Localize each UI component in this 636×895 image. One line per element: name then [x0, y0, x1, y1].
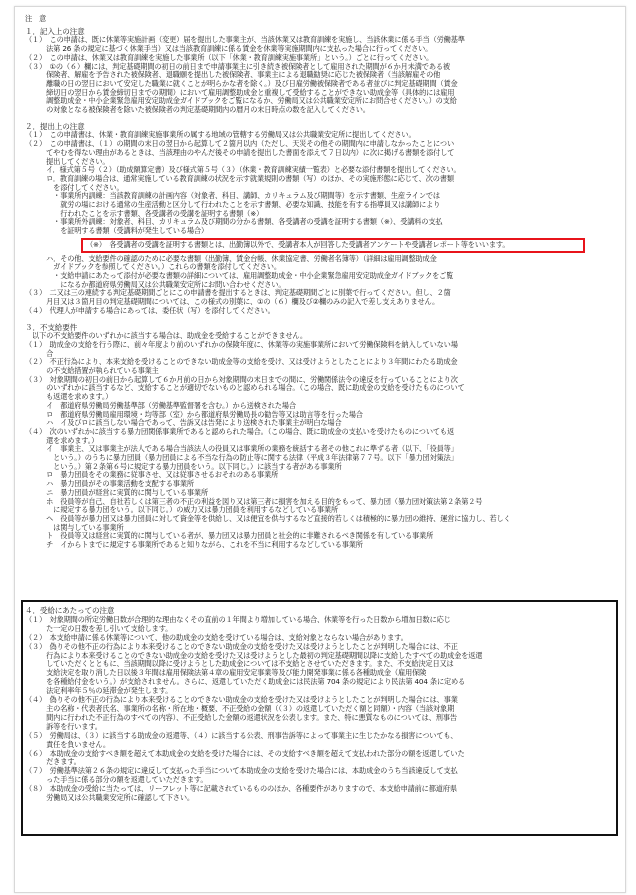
text-line: ・事業所内訓練：当該教育訓練の計画内容（対象者、科目、講師、カリキュラム及び期間等）を示す書類、生産ラインでは [25, 191, 440, 201]
text-line: （６） 本助成金の支給すべき額を超えて本助成金の支給を受けた場合には、その支給すべき額を超えて支払われた部分の額を返還していた [25, 748, 465, 758]
text-line: 提出してください。 [25, 156, 110, 166]
highlighted-notice-box [81, 238, 585, 253]
text-line: という。）のうちに暴力団員（暴力団員による不当な行為の防止等に関する法律（平成３年法律第７７号。以下「暴力団対策法」 [25, 453, 458, 463]
text-line: していただくとともに、当該期間以降に受けようとした助成金については不支給とさせていただきます。また、不支給決定日又は [25, 659, 454, 669]
text-line: （２） 本支給申請に係る休業等について、他の助成金の支給を受けている場合は、支給対象とならない場合があります。 [25, 632, 408, 642]
text-line: （３） 二又は三の連続する判定基礎期間ごとにこの申請書を提出するときは、判定基礎期間ごとに別葉で行ってください。但し、２箇 [25, 288, 451, 298]
text-line: の対象となる被保険者を除いた被保険者の判定基礎期間内の暦月の末日時点の数を記入してください。 [25, 105, 370, 115]
text-line: 合 [25, 348, 54, 358]
text-line: 訴等を行います。 [25, 721, 102, 731]
text-line: という。）第２条第６号に規定する暴力団員をいう。以下同じ。）に該当する者がある事業所 [25, 461, 342, 471]
text-line: ロ 暴力団員をその業務に従事させ、又は従事させるおそれのある事業所 [25, 470, 279, 480]
text-line: を証明する書類（受講料が発生している場合） [25, 226, 208, 236]
text-line: イ．様式第５号（２）（助成額算定書）及び様式第５号（３）（休業・教育訓練実績一覧表）と必要な添付書類を提出してください。 [25, 165, 461, 175]
text-line: 支給決定を取り消した日以後３年間は雇用保険法第４章の雇用安定事業等及び能力開発事業に係る各種助成金（雇用保険 [25, 668, 427, 678]
text-line: （３） 偽りその他不正の行為により本来受けることのできない助成金の支給を受けた又は受けようとしたことが判明した場合には、不正 [25, 641, 458, 651]
text-line: ガイドブックを参照してください。）これらの書類を添付してください。 [25, 262, 281, 272]
section-1-text [25, 36, 615, 114]
section-3-text [25, 332, 615, 550]
text-line: （４） 代理人が申請する場合にあっては、委任状（写）を添付してください。 [25, 305, 275, 315]
section-3-heading: ３．不支給要件 [25, 322, 78, 332]
text-line: は関与している事業所 [25, 522, 124, 532]
text-line: のいずれかに該当するなど、支給することが適切でないものと認められる場合。（この場合、既に助成金の支給を受けたものについて [25, 383, 465, 393]
text-line: ホ 役員等が自己、自社若しくは第三者の不正の利益を図り又は第三者に損害を加える目的をもって、暴力団（暴力団対策法第２条第２号 [25, 496, 483, 506]
text-line: 法定利率年５％の延滞金が発生します。 [25, 686, 173, 696]
text-line: （５） 労働局は、（３）に該当する助成金の返還等、（４）に該当する公表、刑事告訴等によって事業主に生じたかなる損害についても、 [25, 730, 458, 740]
text-line: ハ 暴力団員がその事業活動を支配する事業所 [25, 479, 194, 489]
text-line: 以下の不支給要件のいずれかに該当する場合は、助成金を受給することができません。 [25, 331, 307, 341]
text-line: になるか都道府県労働局又は公共職業安定所にお問い合わせください。 [25, 279, 286, 289]
text-line: ト 役員等又は経営に実質的に関与している者が、暴力団又は暴力団員と社会的に非難されるべき関係を有している事業所 [25, 531, 434, 541]
section-2-text [25, 131, 615, 315]
text-line: （１） 助成金の支給を行う際に、前々年度より前のいずれかの保険年度に、休業等の実施事業所において労働保険料を納入していない場 [25, 339, 458, 349]
text-line: イ 都道府県労働局労働基準部（労働基準監督署を含む。）から送検された場合 [25, 400, 296, 410]
text-line: （２） この申請書は、（１）の期間の末日の翌日から起算して２箇月以内（ただし、天災その他その期間内に申請しなかったことについ [25, 139, 454, 149]
text-line: だきます。 [25, 757, 81, 767]
text-line: 月目又は３箇月目の判定基礎期間については、この様式の別葉に、①の（６）欄及び②欄のみの記入で差し支えありません。 [25, 297, 440, 307]
text-line: 離職の日の翌日において安定した職業に就くことが明らかな者を除く。）及び日雇労働被保険者である者並びに判定基礎期間（賃金 [25, 78, 458, 88]
text-line: （７） 労働基準法第２６条の規定に違反して支払った手当について本助成金の支給を受けた場合には、本助成金のうち当該違反して支払 [25, 766, 458, 776]
text-line: （３） 対象期間の初日の前日から起算して６か月前の日から対象期間の末日までの間に、労働関係法令の違反を行っていることにより次 [25, 374, 458, 384]
text-line: （１） この申請書は、休業・教育訓練実施事業所の属する地域の管轄する労働局又は公共職業安定所に提出してください。 [25, 130, 416, 140]
text-line: ロ．教育訓練の場合は、通常実施している教育訓練の状況を示す就業規則の書類（写）のほか、その実施形態に応じて、次の書類 [25, 173, 454, 183]
text-line: 責任を負いません。 [25, 739, 110, 749]
section-4-text [25, 607, 611, 803]
text-line: の不支給措置が執られている事業主 [25, 366, 159, 376]
text-line: （１） この申請は、既に休業等実施計画（変更）届を提出した事業主が、当該休業又は教育訓練を実施し、当該休業に係る手当（労働基準 [25, 35, 465, 45]
text-line: 就労の場における通常の生産活動と区分して行われたことを示す書類、必要な知識、技能を有する指導員又は講師により [25, 200, 441, 210]
text-line: 法第 26 条の規定に基づく休業手当）又は当該教育訓練に係る賃金を休業等実施期間内に支払った場合に行ってください。 [25, 44, 433, 54]
section-4-heading: ４．受給にあたっての注意 [25, 606, 115, 615]
section-1-heading: １．記入上の注意 [25, 26, 85, 36]
text-line: 締切日の翌日から賃金締切日までの期間）において雇用調整助成金と重複して受給することができない助成金等（具体的には雇用 [25, 87, 455, 97]
text-line: ニ 暴力団員が経営に実質的に関与している事業所 [25, 487, 208, 497]
text-line: （２） 不正行為により、本来支給を受けることのできない助成金等の支給を受け、又は受けようとしたことにより３年間にわたる助成金 [25, 357, 458, 367]
text-line: 労働局又は公共職業安定所に確認して下さい。 [25, 793, 194, 803]
text-line: を添付してください。 [25, 182, 124, 192]
text-line: に規定する暴力団をいう。以下同じ。）の威力又は暴力団員を利用するなどしている事業所 [25, 505, 339, 515]
text-line: （３） ①の（６）欄には、判定基礎期間の初日の前日まで申請事業主に引き続き被保険者として雇用された期間が６か月未満である被 [25, 61, 450, 71]
text-line: も返還を求めます。） [25, 392, 113, 402]
section-2-heading: ２．提出上の注意 [25, 121, 85, 131]
text-line: を各種給付金をいう。）が支給されません。さらに、返還していただく助成金には民法第 704 条の規定により民法第 404 条に定める [25, 677, 466, 687]
text-line: てやむを得ない理由があるときは、当該理由のやんだ後その申請を提出した書面を添えて７日以内）に次に掲げる書類を添付して [25, 147, 455, 157]
text-line: った手当に係る部分の額を返還していただきます。 [25, 775, 208, 785]
text-line: 還を求めます。） [25, 435, 99, 445]
text-line: ・事業所外訓練：対象者、科目、カリキュラム及び期間の分かる書類、各受講者の受講を証明する書類（※）、受講料の支払 [25, 217, 443, 227]
text-line: （１） 対象期間の所定労働日数が合理的な理由なくその直前の１年間より増加している場合、休業等を行った日数から増加日数に応じ [25, 614, 451, 624]
text-line: 行われたことを示す書類、各受講者の受講を証明する書類（※） [25, 208, 264, 218]
text-line: ヘ 役員等が暴力団又は暴力団員に対して資金等を供給し、又は便宜を供与するなど直接的若しくは積極的に暴力団の維持、運営に協力し、若しく [25, 513, 511, 523]
text-line: ハ イ及びロに該当しない場合であって、告訴又は告発により送検された事業主が明白な場合 [25, 418, 342, 428]
text-line: （４） 次のいずれかに該当する暴力団関係事業所であると認められた場合。（この場合、既に助成金の支払いを受けたものについても返 [25, 426, 454, 436]
text-line: 保険者、解雇を予告された被保険者、退職願を提出した被保険者、事業主による退職勧奨に応じた被保険者（当該解雇その他 [25, 70, 441, 80]
notes-body [25, 15, 615, 550]
text-line: ハ．その他、支給要件の確認のために必要な書類（出勤簿、賃金台帳、休業協定書、労働者名簿等）（詳細は雇用調整助成金 [25, 253, 437, 263]
text-line: （８） 本助成金の受給に当たっては、リーフレット等に記載されているもののほか、各種要件がありますので、本支給申請前に都道府県 [25, 784, 457, 794]
text-line: た一定の日数を差し引いて支給します。 [25, 623, 173, 633]
text-line: ・支給申請にあたって添付が必要な書類の詳細については、雇用調整助成金・中小企業緊急雇用安定助成金ガイドブックをご覧 [25, 270, 454, 280]
document-page [14, 6, 626, 893]
text-line: 主の名称・代表者氏名、事業所の名称・所在地・概要、不正受給の金額（（３）の返還していただく額と同額）・内容（当該対象期 [25, 703, 455, 713]
page-title: 注 意 [25, 14, 47, 23]
text-line: 行為により本来受けることのできない助成金の支給を受けた又は受けようとした最初の判定基礎期間以降に支給したすべての助成金を返還 [25, 650, 483, 660]
text-line: （４） 偽りその他不正の行為により本来受けることのできない助成金の支給を受けた又は受けようとしたことが判明した場合には、事業 [25, 695, 458, 705]
text-line: 調整助成金・中小企業緊急雇用安定助成金ガイドブックをご覧になるか、労働局又は公共職業安定所にお問合せください。）の支給 [25, 96, 457, 106]
text-line: チ イからトまでに規定する事業所であると知りながら、これを不当に利用するなどしている事業所 [25, 540, 363, 550]
text-line: 間内に行われた不正行為のすべての内容）、不正受給した金額の返還状況を公表します。また、特に悪質なものについては、刑事告 [25, 712, 457, 722]
notice-text: （※） 各受講者の受講を証明する書類とは、出勤簿以外で、受講者本人が回答した受講者アンケートや受講者レポート等をいいます。 [86, 239, 510, 249]
text-line: イ 事業主、又は事業主が法人である場合当該法人の役員又は事業所の業務を統括する者その他これに準ずる者（以下、「役員等」 [25, 444, 458, 454]
text-line: ロ 都道府県労働局雇用環境・均等部（室）から都道府県労働局長の勧告等又は助言等を行った場合 [25, 409, 363, 419]
text-line: （２） この申請は、休業又は教育訓練を実施した事業所（以下「休業・教育訓練実施事業所」という。）ごとに行ってください。 [25, 52, 434, 62]
